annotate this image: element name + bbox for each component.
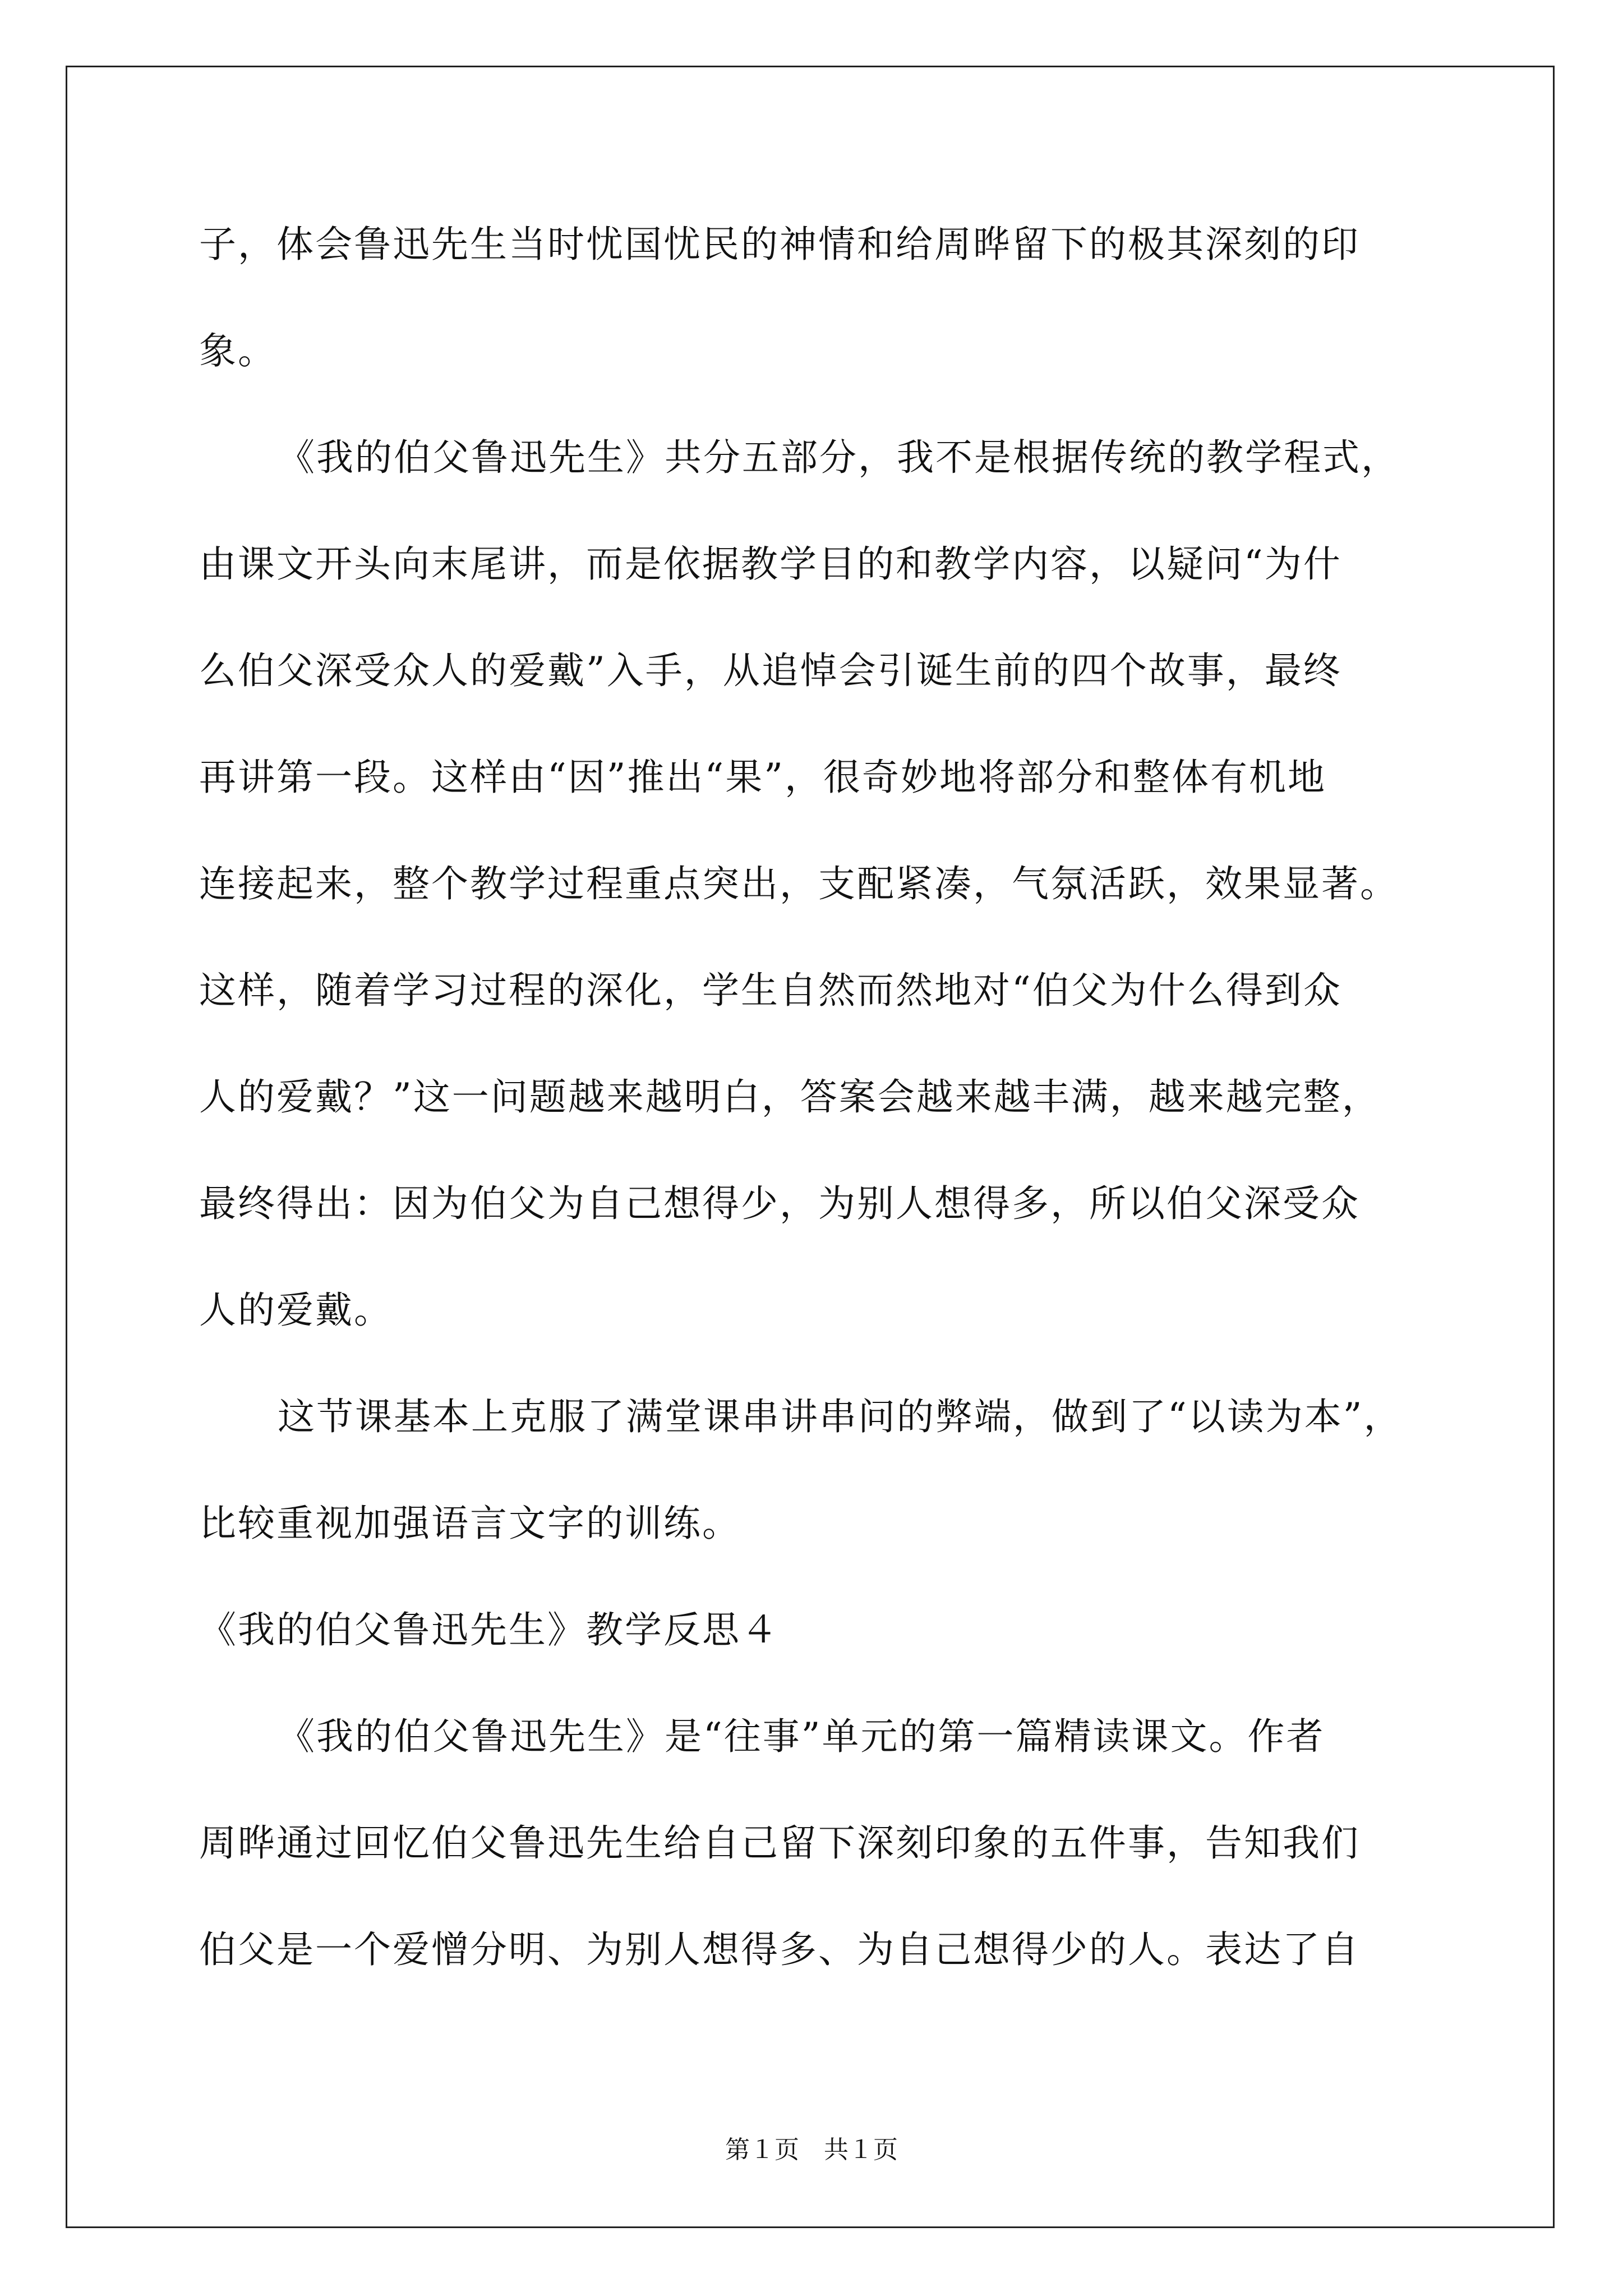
document-body (199, 218, 1433, 2030)
body-line: 这样，随着学习过程的深化，学生自然而然地对“伯父为什么得到众 (199, 969, 1342, 1012)
paragraph-start-line: 《我的伯父鲁迅先生》共分五部分，我不是根据传统的教学程式， (278, 436, 1400, 479)
body-line: 人的爱戴。 (199, 1289, 393, 1332)
body-line: 伯父是一个爱憎分明、为别人想得多、为自己想得少的人。表达了自 (199, 1928, 1360, 1971)
body-line: 最终得出：因为伯父为自己想得少，为别人想得多，所以伯父深受众 (199, 1182, 1360, 1225)
body-line: 再讲第一段。这样由“因”推出“果”，很奇妙地将部分和整体有机地 (199, 756, 1326, 799)
body-line: 周晔通过回忆伯父鲁迅先生给自己留下深刻印象的五件事，告知我们 (199, 1821, 1360, 1865)
body-line: 连接起来，整个教学过程重点突出，支配紧凑，气氛活跃，效果显著。 (199, 862, 1399, 905)
body-line: 象。 (199, 329, 276, 372)
body-line: 比较重视加强语言文字的训练。 (199, 1502, 741, 1545)
body-line: 么伯父深受众人的爱戴”入手，从追悼会引诞生前的四个故事，最终 (199, 649, 1342, 692)
section-heading: 《我的伯父鲁迅先生》教学反思４ (199, 1608, 780, 1651)
body-line: 人的爱戴？”这一问题越来越明白，答案会越来越丰满，越来越完整， (199, 1075, 1381, 1119)
paragraph-start-line: 这节课基本上克服了满堂课串讲串问的弊端，做到了“以读为本”， (278, 1395, 1403, 1438)
body-line: 子，体会鲁迅先生当时忧国忧民的神情和给周晔留下的极其深刻的印 (199, 223, 1360, 266)
body-line: 由课文开头向末尾讲，而是依据教学目的和教学内容，以疑问“为什 (199, 542, 1342, 586)
page-number-footer: 第１页 共１页 (725, 2136, 898, 2164)
paragraph-start-line: 《我的伯父鲁迅先生》是“往事”单元的第一篇精读课文。作者 (278, 1715, 1325, 1758)
